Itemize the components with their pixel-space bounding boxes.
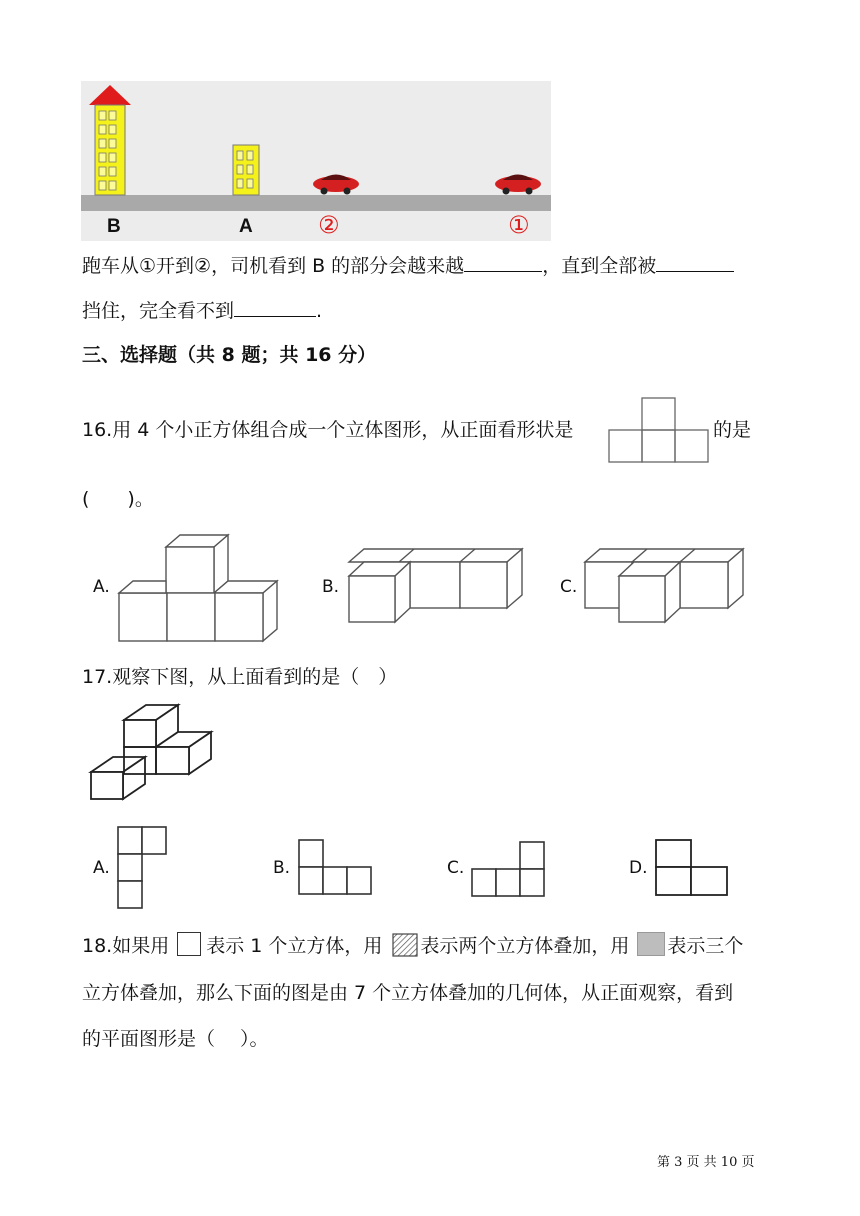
- q16-text-line2: ( )。: [82, 488, 154, 510]
- q18-text-c: 表示两个立方体叠加，用: [420, 935, 630, 957]
- q15-line1-text-b: ，直到全部被: [542, 255, 657, 277]
- building-car-scene: [81, 81, 551, 241]
- q18-line2: 立方体叠加，那么下面的图是由 7 个立方体叠加的几何体，从正面观察，看到: [82, 982, 734, 1004]
- q16-text-a: 16.用 4 个小正方体组合成一个立体图形，从正面看形状是: [82, 419, 574, 441]
- q17-option-a-label[interactable]: A.: [93, 858, 110, 878]
- label-b: B: [107, 216, 121, 237]
- q15-line2: [82, 296, 322, 325]
- q16-option-c-figure[interactable]: [584, 548, 746, 624]
- q16-option-a-label[interactable]: A.: [93, 577, 110, 597]
- q15-blank-3[interactable]: [234, 296, 316, 317]
- q15-line1: [82, 251, 734, 280]
- q17-option-c-figure[interactable]: [471, 841, 545, 897]
- q17-option-d-figure[interactable]: [655, 839, 729, 897]
- single-cube-symbol-icon: [177, 932, 201, 956]
- q17-option-c-label[interactable]: C.: [447, 858, 465, 878]
- q15-line1-text-a: 跑车从①开到②，司机看到 B 的部分会越来越: [82, 255, 465, 277]
- q17-option-a-figure[interactable]: [117, 826, 167, 910]
- building-a: [233, 145, 259, 195]
- label-car-1: ①: [508, 211, 530, 239]
- section-heading: 三、选择题（共 8 题；共 16 分）: [82, 344, 377, 366]
- gray-cube-symbol-icon: [637, 932, 665, 956]
- q18-line3: 的平面图形是（ ）。: [82, 1028, 269, 1050]
- page-number: 第 3 页 共 10 页: [657, 1155, 755, 1170]
- label-car-2: ②: [318, 211, 340, 239]
- q17-text: 17.观察下图，从上面看到的是（ ）: [82, 666, 398, 688]
- building-b: [89, 85, 131, 195]
- q17-solid-figure: [88, 704, 214, 802]
- q18-text-a: 18.如果用: [82, 935, 170, 957]
- q15-blank-2[interactable]: [656, 251, 734, 272]
- q16-front-view-shape: [608, 397, 710, 463]
- q15-line2-text-a: 挡住，完全看不到: [82, 300, 235, 322]
- q16-text-b: 的是: [713, 419, 752, 441]
- q16-option-c-label[interactable]: C.: [560, 577, 578, 597]
- label-a: A: [239, 216, 253, 237]
- q15-blank-1[interactable]: [464, 251, 542, 272]
- q17-option-d-label[interactable]: D.: [629, 858, 648, 878]
- q18-text-d: 表示三个: [667, 935, 744, 957]
- q18-text-b: 表示 1 个立方体，用: [206, 935, 383, 957]
- q17-option-b-label[interactable]: B.: [273, 858, 291, 878]
- hatched-cube-symbol-icon: [392, 933, 418, 957]
- q17-option-b-figure[interactable]: [298, 839, 372, 895]
- q16-option-a-figure[interactable]: [118, 534, 280, 644]
- q15-line2-text-b: .: [316, 300, 323, 322]
- q16-option-b-label[interactable]: B.: [322, 577, 340, 597]
- q18-line1: [82, 932, 743, 960]
- q16-option-b-figure[interactable]: [348, 548, 524, 624]
